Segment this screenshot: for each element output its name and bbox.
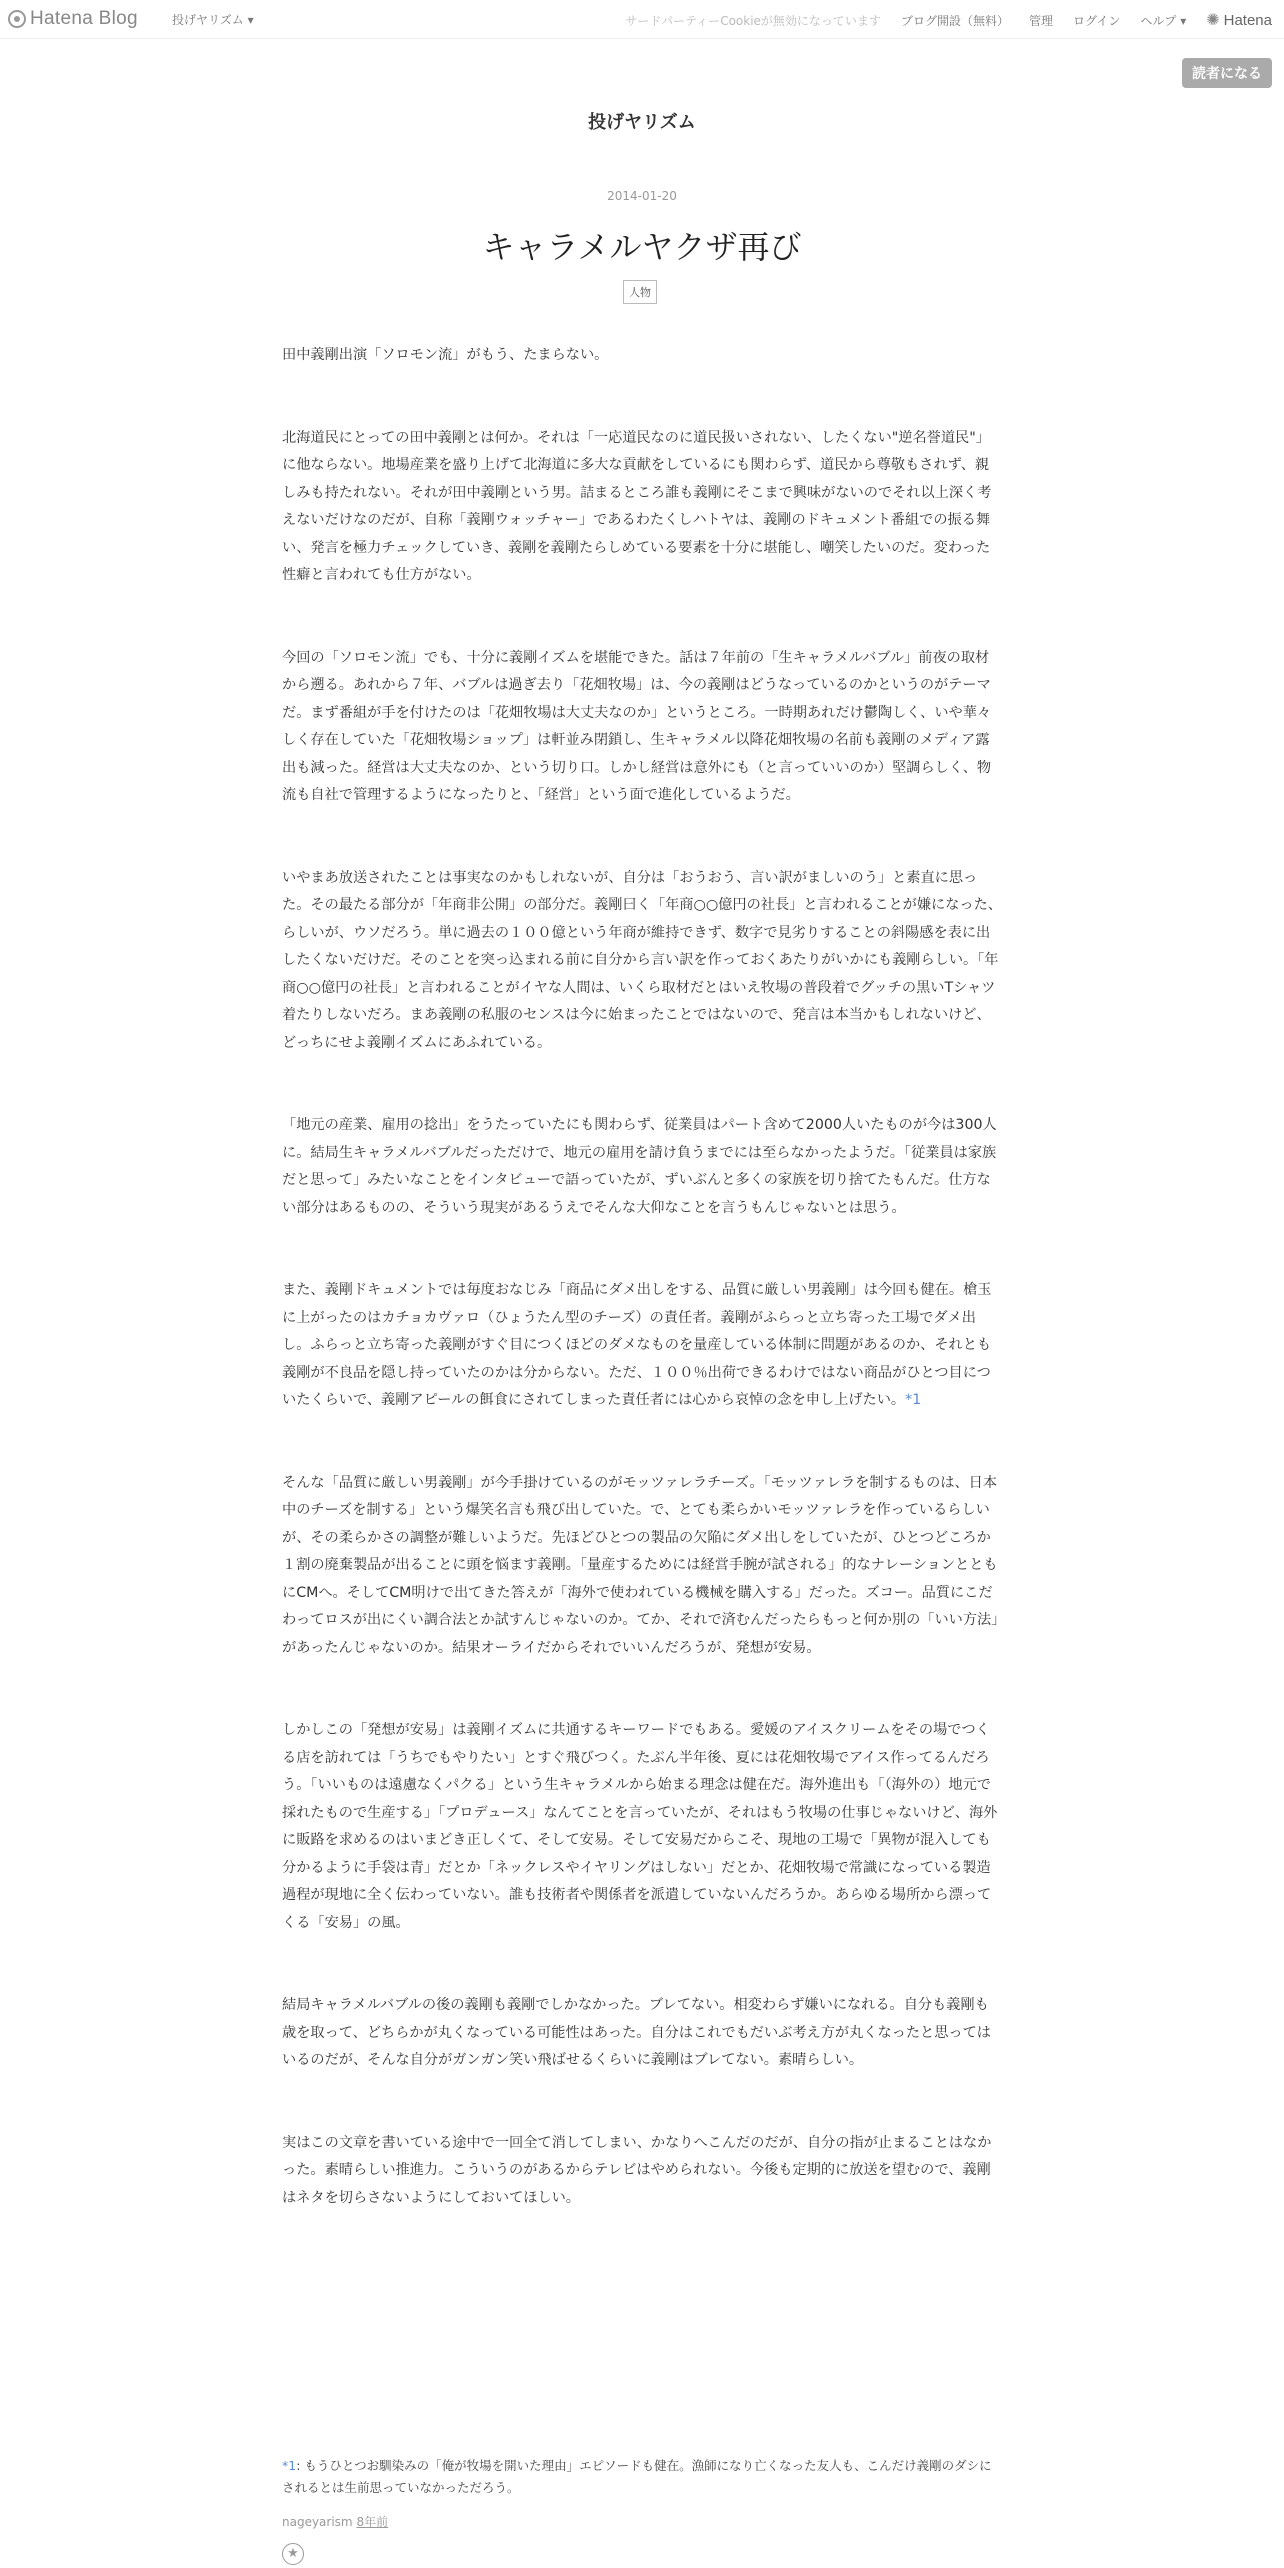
entry-permalink-time[interactable]: 8年前 bbox=[356, 2515, 389, 2529]
paragraph: そんな「品質に厳しい男義剛」が今手掛けているのがモッツァレラチーズ。「モッツァレラを制するものは、日本中のチーズを制する」という爆笑名言も飛び出していた。で、とても柔らかいモッツァレラを作っているらしいが、その柔らかさの調整が難しいようだ。先ほどひとつの製品の欠陥にダメ出しをしていたが、ひとつどころか１割の廃棄製品が出ることに頭を悩ます義剛。「量産するためには経営手腕が試される」的なナレーションとともにCMへ。そしてCM明けで出てきた答えが「海外で使われている機械を購入する」だった。ズコー。品質にこだわってロスが出にくい調合法とか試すんじゃないのか。てか、それで済むんだったらもっと何か別の「いい方法」があったんじゃないのか。結果オーライだからそれでいいんだろうが、発想が安易。 bbox=[282, 1474, 999, 1656]
login-link[interactable]: ログイン bbox=[1072, 13, 1121, 28]
hatena-gear-icon: ✺ bbox=[1206, 12, 1220, 29]
blog-menu-dropdown[interactable]: 投げヤリズム ▾ bbox=[172, 13, 254, 27]
hatena-topbar bbox=[0, 0, 1284, 39]
footnote-ref-link[interactable]: *1 bbox=[905, 1392, 922, 1408]
category-tag[interactable]: 人物 bbox=[623, 280, 657, 304]
paragraph: 実はこの文章を書いている途中で一回全て消してしまい、かなりへこんだのだが、自分の指が止まることはなかった。素晴らしい推進力。こういうのがあるからテレビはやめられない。今後も定期的に放送を望むので、義剛はネタを切らさないようにしておいてほしい。 bbox=[282, 2134, 992, 2206]
subscribe-button[interactable]: 読者になる bbox=[1182, 58, 1272, 88]
author-link[interactable]: nageyarism bbox=[282, 2515, 353, 2529]
entry-content bbox=[282, 342, 1002, 2267]
paragraph: しかしこの「発想が安易」は義剛イズムに共通するキーワードでもある。愛媛のアイスクリームをその場でつくる店を訪れては「うちでもやりたい」とすぐ飛びつく。たぶん半年後、夏には花畑牧場でアイス作ってるんだろう。「いいものは遠慮なくパクる」という生キャラメルから始まる理念は健在だ。海外進出も「（海外の）地元で採れたもので生産する」「プロデュース」なんてことを言っていたが、それはもう牧場の仕事じゃないけど、海外に販路を求めるのはいまどき正しくて、そして安易。そして安易だからこそ、現地の工場で「異物が混入しても分かるように手袋は青」だとか「ネックレスやイヤリングはしない」だとか、花畑牧場で常識になっている製造過程が現地に全く伝わっていない。誰も技術者や関係者を派遣していないんだろうか。あらゆる場所から漂ってくる「安易」の風。 bbox=[282, 1722, 998, 1931]
footnote-text: : もうひとつお馴染みの「俺が牧場を開いた理由」エピソードも健在。漁師になり亡くなった友人も、こんだけ義剛のダシにされるとは生前思っていなかっただろう。 bbox=[282, 2458, 992, 2495]
paragraph: 今回の「ソロモン流」でも、十分に義剛イズムを堪能できた。話は７年前の「生キャラメルバブル」前夜の取材から遡る。あれから７年、バブルは過ぎ去り「花畑牧場」は、今の義剛はどうなっているのかというのがテーマだ。まず番組が手を付けたのは「花畑牧場は大丈夫なのか」というところ。一時期あれだけ鬱陶しく、いや華々しく存在していた「花畑牧場ショップ」は軒並み閉鎖し、生キャラメル以降花畑牧場の名前も義剛のメディア露出も減った。経営は大丈夫なのか、という切り口。しかし経営は意外にも（と言っていいのか）堅調らしく、物流も自社で管理するようになったりと、「経営」という面で進化しているようだ。 bbox=[282, 649, 992, 803]
hatena-brand-link[interactable] bbox=[1206, 10, 1272, 30]
blog-title[interactable]: 投げヤリズム bbox=[588, 112, 696, 133]
cookie-notice[interactable]: サードパーティーCookieが無効になっています bbox=[625, 13, 881, 28]
hatena-brand-text: Hatena bbox=[1223, 11, 1272, 29]
paragraph: 田中義剛出演「ソロモン流」がもう、たまらない。 bbox=[282, 347, 609, 363]
hatena-blog-logo-text: Hatena Blog bbox=[30, 8, 138, 29]
paragraph-with-footnote bbox=[282, 1277, 1002, 1415]
add-star-icon[interactable]: ★ bbox=[282, 2543, 304, 2565]
paragraph: 結局キャラメルバブルの後の義剛も義剛でしかなかった。ブレてない。相変わらず嫌いになれる。自分も義剛も歳を取って、どちらかが丸くなっている可能性はあった。自分はこれでもだいぶ考え方が丸くなったと思ってはいるのだが、そんな自分がガンガン笑い飛ばせるくらいに義剛はブレてない。素晴らしい。 bbox=[282, 1997, 991, 2068]
footnote-marker-link[interactable]: *1 bbox=[282, 2458, 297, 2473]
entry-date[interactable]: 2014-01-20 bbox=[607, 189, 677, 203]
manage-link[interactable]: 管理 bbox=[1028, 13, 1053, 28]
paragraph: 「地元の産業、雇用の捻出」をうたっていたにも関わらず、従業員はパート含めて2000人いたものが今は300人に。結局生キャラメルバブルだっただけで、地元の雇用を請け負うまでには至らなかったようだ。「従業員は家族だと思って」みたいなことをインタビューで語っていたが、ずいぶんと多くの家族を切り捨てたもんだ。仕方ない部分はあるものの、そういう現実があるうえでそんな大仰なことを言うもんじゃないとは思う。 bbox=[282, 1117, 997, 1216]
start-blog-link[interactable]: ブログ開設（無料） bbox=[900, 13, 1009, 28]
topbar-right-menu bbox=[625, 10, 1272, 30]
entry-meta bbox=[282, 2513, 388, 2530]
footnote bbox=[282, 2455, 1002, 2499]
paragraph-text: また、義剛ドキュメントでは毎度おなじみ「商品にダメ出しをする、品質に厳しい男義剛」は今回も健在。槍玉に上がったのはカチョカヴァロ（ひょうたん型のチーズ）の責任者。義剛がふらっと立ち寄った工場でダメ出し。ふらっと立ち寄った義剛がすぐ目につくほどのダメなものを量産している体制に問題があるのか、それとも義剛が不良品を隠し持っていたのかは分からない。ただ、１００％出荷できるわけではない商品がひとつ目についたくらいで、義剛アピールの餌食にされてしまった責任者には心から哀悼の念を申し上げたい。 bbox=[282, 1282, 992, 1408]
paragraph: 北海道民にとっての田中義剛とは何か。それは「一応道民なのに道民扱いされない、したくない"逆名誉道民"」に他ならない。地場産業を盛り上げて北海道に多大な貢献をしているにも関わらず、道民から尊敬もされず、親しみも持たれない。それが田中義剛という男。詰まるところ誰も義剛にそこまで興味がないのでそれ以上深く考えないだけなのだが、自称「義剛ウォッチャー」であるわたくしハトヤは、義剛のドキュメント番組での振る舞い、発言を極力チェックしていき、義剛を義剛たらしめている要素を十分に堪能し、嘲笑したいのだ。変わった性癖と言われても仕方がない。 bbox=[282, 429, 992, 583]
help-menu[interactable]: ヘルプ ▾ bbox=[1140, 13, 1187, 28]
hatena-ring-icon bbox=[8, 10, 26, 28]
hatena-blog-logo[interactable] bbox=[8, 6, 138, 32]
paragraph: いやまあ放送されたことは事実なのかもしれないが、自分は「おうおう、言い訳がましいのう」と素直に思った。その最たる部分が「年商非公開」の部分だ。義剛曰く「年商○○億円の社長」と言われることが嫌になった、らしいが、ウソだろう。単に過去の１００億という年商が維持できず、数字で見劣りすることの斜陽感を表に出したくないだけだ。そのことを突っ込まれる前に自分から言い訳を作っておくあたりがいかにも義剛らしい。「年商○○億円の社長」と言われることがイヤな人間は、いくら取材だとはいえ牧場の普段着でグッチの黒いTシャツ着たりしないだろ。まあ義剛の私服のセンスは今に始まったことではないので、発言は本当かもしれないけど、どっちにせよ義剛イズムにあふれている。 bbox=[282, 869, 1002, 1051]
entry-title[interactable]: キャラメルヤクザ再び bbox=[482, 228, 802, 266]
